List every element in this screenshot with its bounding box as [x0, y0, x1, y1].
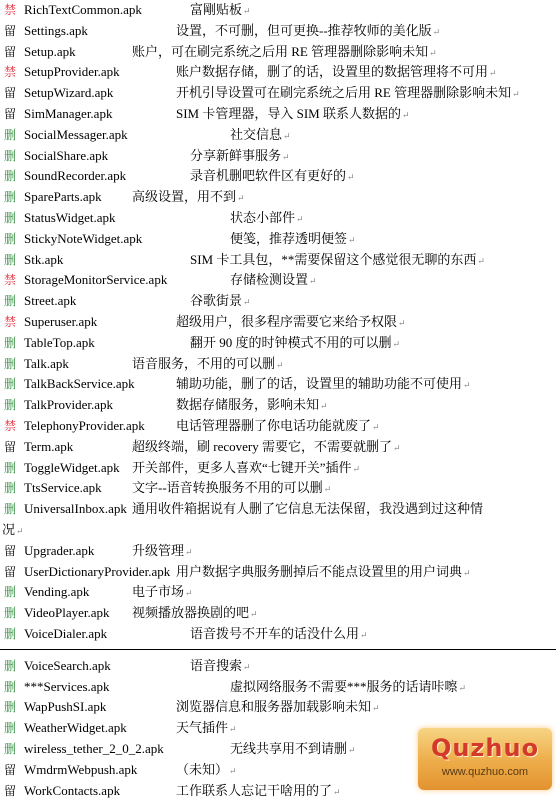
description-text: 文字--语音转换服务不用的可以删	[132, 480, 323, 496]
paragraph-mark-icon: ↵	[250, 609, 258, 620]
apk-filename: SocialShare.apk	[24, 147, 109, 163]
apk-description	[132, 499, 483, 520]
status-tag: 删	[3, 658, 16, 673]
status-tag: 留	[3, 439, 16, 454]
description-text: （未知）	[176, 761, 229, 777]
status-tag: 留	[3, 783, 16, 798]
apk-filename: SetupWizard.apk	[24, 85, 114, 101]
apk-filename: WmdrmWebpush.apk	[24, 761, 138, 777]
paragraph-mark-icon: ↵	[352, 463, 361, 474]
status-tag: 删	[3, 606, 16, 621]
paragraph-mark-icon: ↵	[489, 68, 497, 79]
status-tag: 留	[3, 107, 16, 121]
status-tag: 删	[3, 294, 16, 309]
apk-filename: VideoPlayer.apk	[24, 605, 110, 621]
paragraph-mark-icon: ↵	[283, 130, 291, 141]
apk-filename: TtsService.apk	[24, 480, 102, 496]
description-text: 语音服务，不用的可以删	[132, 355, 276, 371]
watermark-logo	[418, 728, 552, 790]
apk-filename: TalkBackService.apk	[24, 376, 135, 392]
paragraph-mark-icon: ↵	[243, 297, 251, 308]
apk-filename: Vending.apk	[24, 584, 90, 600]
apk-filename: TalkProvider.apk	[24, 397, 113, 413]
apk-description	[190, 291, 251, 313]
paragraph-mark-icon: ↵	[348, 234, 356, 245]
apk-filename: SimManager.apk	[24, 106, 113, 121]
status-tag: 删	[3, 335, 16, 350]
description-text: 辅助功能，删了的话，设置里的辅助功能不可使用	[176, 376, 463, 392]
apk-description	[230, 208, 304, 230]
apk-description	[190, 146, 290, 168]
description-text: 超级终端，刷 recovery 需要它，不需要就删了	[132, 438, 392, 454]
apk-description	[190, 624, 368, 646]
paragraph-mark-icon: ↵	[392, 442, 401, 453]
apk-filename: RichTextCommon.apk	[24, 2, 142, 17]
status-tag: 禁	[3, 273, 16, 288]
status-tag: 删	[3, 169, 16, 184]
apk-filename: StatusWidget.apk	[24, 210, 116, 225]
apk-description	[176, 697, 380, 719]
apk-filename: Stk.apk	[24, 251, 64, 267]
description-text: 无线共享用不到请删	[230, 741, 348, 756]
watermark-brand: Quzhuo	[430, 734, 540, 762]
apk-filename: WeatherWidget.apk	[24, 720, 127, 736]
apk-filename: Upgrader.apk	[24, 542, 95, 558]
status-tag: 禁	[3, 419, 16, 433]
apk-filename: ToggleWidget.apk	[24, 459, 120, 475]
apk-description	[132, 187, 245, 209]
apk-description	[132, 478, 331, 500]
apk-filename: Setup.apk	[24, 43, 76, 59]
status-tag: 留	[3, 86, 16, 101]
paragraph-mark-icon: ↵	[463, 567, 471, 578]
status-tag: 删	[3, 679, 16, 694]
description-text: 电话管理器删了你电话功能就废了	[176, 418, 372, 433]
apk-filename: SetupProvider.apk	[24, 64, 120, 80]
apk-description	[176, 62, 497, 84]
description-text: 分享新鲜事服务	[190, 147, 282, 163]
description-text: 超级用户，很多程序需要它来给予权限	[176, 314, 398, 329]
apk-filename: StorageMonitorService.apk	[24, 272, 168, 288]
status-tag: 删	[3, 502, 16, 517]
status-tag: 删	[3, 356, 16, 371]
description-text: 账户数据存储，删了的话，设置里的数据管理将不可用	[176, 64, 489, 80]
status-tag: 删	[3, 398, 16, 413]
apk-description	[176, 21, 440, 43]
status-tag: 禁	[3, 315, 16, 329]
description-text: 状态小部件	[230, 210, 296, 225]
apk-description	[132, 458, 360, 480]
description-text: 天气插件	[176, 720, 229, 736]
apk-filename: Term.apk	[24, 438, 74, 454]
description-text: 工作联系人忘记干啥用的了	[176, 782, 333, 798]
apk-description	[132, 437, 401, 459]
status-tag: 留	[3, 762, 16, 777]
apk-filename: VoiceSearch.apk	[24, 657, 111, 673]
status-tag: 删	[3, 190, 16, 205]
apk-filename: Settings.apk	[24, 22, 88, 38]
paragraph-mark-icon: ↵	[243, 661, 251, 672]
apk-description	[176, 395, 328, 417]
description-text: 浏览器信息和服务器加载影响未知	[176, 699, 372, 715]
paragraph-mark-icon: ↵	[229, 765, 237, 776]
paragraph-mark-icon: ↵	[243, 6, 251, 16]
apk-filename: WapPushSI.apk	[24, 699, 107, 715]
description-text: 电子市场	[132, 584, 185, 600]
apk-description	[176, 312, 406, 334]
apk-filename: ***Services.apk	[24, 678, 110, 694]
status-tag: 删	[3, 377, 16, 392]
apk-description	[230, 270, 317, 292]
paragraph-mark-icon: ↵	[477, 255, 485, 266]
description-text: 设置，不可删，但可更换--推荐牧师的美化版	[176, 22, 432, 38]
paragraph-mark-icon: ↵	[429, 47, 437, 58]
apk-description	[230, 739, 356, 761]
apk-filename: Superuser.apk	[24, 314, 98, 329]
apk-description	[176, 718, 237, 740]
status-tag: 删	[3, 585, 16, 600]
paragraph-mark-icon: ↵	[512, 89, 520, 100]
paragraph-mark-icon: ↵	[320, 401, 328, 412]
apk-description	[230, 125, 291, 147]
apk-description	[176, 83, 520, 105]
status-tag: 删	[3, 127, 16, 142]
watermark-url: www.quzhuo.com	[441, 766, 529, 778]
status-tag: 留	[3, 44, 16, 59]
description-text: 账户，可在刷完系统之后用 RE 管理器删除影响未知	[132, 43, 429, 59]
status-tag: 删	[3, 721, 16, 736]
apk-description	[132, 582, 193, 604]
paragraph-mark-icon: ↵	[360, 630, 368, 640]
description-text: SIM 卡管理器，导入 SIM 联系人数据的	[176, 106, 401, 121]
apk-filename: UniversalInbox.apk	[24, 501, 127, 517]
apk-filename: UserDictionaryProvider.apk	[24, 563, 171, 579]
status-tag: 留	[3, 543, 16, 558]
paragraph-mark-icon: ↵	[229, 724, 237, 735]
status-tag: 删	[3, 627, 16, 641]
description-text: 数据存储服务，影响未知	[176, 397, 320, 413]
description-text: 升级管理	[132, 542, 185, 558]
description-text: 通用收件箱据说有人删了它信息无法保留，我没遇到过这种情	[132, 501, 484, 517]
description-text: 虚拟网络服务不需要***服务的话请咔嚓	[230, 678, 458, 694]
apk-description	[190, 0, 251, 22]
paragraph-mark-icon: ↵	[392, 338, 401, 349]
apk-description	[176, 104, 410, 126]
apk-description	[132, 354, 284, 376]
description-text: 社交信息	[230, 126, 283, 142]
status-tag: 删	[3, 481, 16, 496]
paragraph-mark-icon: ↵	[282, 151, 290, 162]
apk-filename: VoiceDialer.apk	[24, 626, 108, 641]
description-text: 存储检测设置	[230, 272, 309, 288]
status-tag: 删	[3, 460, 16, 475]
apk-filename: Street.apk	[24, 293, 77, 309]
paragraph-mark-icon: ↵	[398, 318, 406, 328]
apk-description	[176, 781, 341, 802]
description-text: 视频播放器换剧的吧	[132, 605, 250, 621]
apk-description	[230, 677, 466, 699]
description-text: 录音机删吧软件区有更好的	[190, 168, 347, 184]
paragraph-mark-icon: ↵	[372, 422, 380, 432]
wrapped-line	[2, 520, 24, 542]
apk-description	[132, 42, 437, 64]
description-text: 便笺，推荐透明便签	[230, 230, 348, 246]
apk-description	[176, 760, 237, 782]
apk-filename: SocialMessager.apk	[24, 126, 128, 142]
status-tag: 留	[3, 564, 16, 579]
paragraph-mark-icon: ↵	[296, 214, 304, 224]
apk-filename: StickyNoteWidget.apk	[24, 230, 143, 246]
apk-description	[190, 656, 251, 678]
paragraph-mark-icon: ↵	[402, 110, 410, 120]
wrapped-text: 况	[2, 521, 16, 537]
paragraph-mark-icon: ↵	[276, 359, 284, 370]
description-text: 语音搜索	[190, 657, 243, 673]
apk-filename: wireless_tether_2_0_2.apk	[24, 741, 164, 756]
apk-description	[176, 562, 471, 584]
description-text: 开关部件，更多人喜欢“七键开关”插件	[132, 459, 352, 475]
apk-description	[190, 250, 485, 272]
apk-filename: TableTop.apk	[24, 334, 95, 350]
status-tag: 禁	[3, 65, 16, 80]
status-tag: 删	[3, 231, 16, 246]
apk-description	[176, 416, 380, 438]
paragraph-mark-icon: ↵	[16, 525, 24, 536]
paragraph-mark-icon: ↵	[348, 745, 356, 755]
description-text: 用户数据字典服务删掉后不能点设置里的用户词典	[176, 563, 463, 579]
description-text: 开机引导设置可在刷完系统之后用 RE 管理器删除影响未知	[176, 85, 512, 101]
status-tag: 删	[3, 148, 16, 163]
paragraph-mark-icon: ↵	[309, 276, 317, 287]
apk-description	[230, 229, 356, 251]
description-text: 高级设置，用不到	[132, 189, 237, 205]
description-text: SIM 卡工具包，**需要保留这个感觉很无聊的东西	[190, 251, 477, 267]
paragraph-mark-icon: ↵	[323, 484, 332, 495]
apk-filename: SoundRecorder.apk	[24, 168, 127, 184]
status-tag: 禁	[3, 3, 16, 17]
description-text: 谷歌街景	[190, 293, 243, 309]
status-tag: 删	[3, 700, 16, 715]
paragraph-mark-icon: ↵	[372, 703, 380, 714]
apk-description	[132, 541, 193, 563]
apk-description	[176, 374, 471, 396]
paragraph-mark-icon: ↵	[347, 172, 355, 183]
apk-filename: TelephonyProvider.apk	[24, 418, 145, 433]
status-tag: 留	[3, 23, 16, 38]
description-text: 语音拨号不开车的话没什么用	[190, 626, 360, 641]
description-text: 翻开 90 度的时钟模式不用的可以删	[190, 334, 392, 350]
status-tag: 删	[3, 211, 16, 225]
paragraph-mark-icon: ↵	[463, 380, 471, 391]
apk-description	[190, 166, 355, 188]
paragraph-mark-icon: ↵	[333, 786, 341, 797]
apk-filename: SpareParts.apk	[24, 189, 102, 205]
paragraph-mark-icon: ↵	[185, 588, 193, 599]
paragraph-mark-icon: ↵	[237, 193, 245, 204]
description-text: 富剛贴板	[190, 2, 243, 17]
apk-description	[190, 333, 400, 355]
status-tag: 删	[3, 742, 16, 756]
section-divider	[0, 649, 556, 650]
status-tag: 删	[3, 252, 16, 267]
paragraph-mark-icon: ↵	[458, 682, 467, 693]
apk-filename: Talk.apk	[24, 355, 69, 371]
apk-filename: WorkContacts.apk	[24, 782, 121, 798]
paragraph-mark-icon: ↵	[432, 26, 441, 37]
apk-description	[132, 603, 258, 625]
paragraph-mark-icon: ↵	[185, 546, 193, 557]
